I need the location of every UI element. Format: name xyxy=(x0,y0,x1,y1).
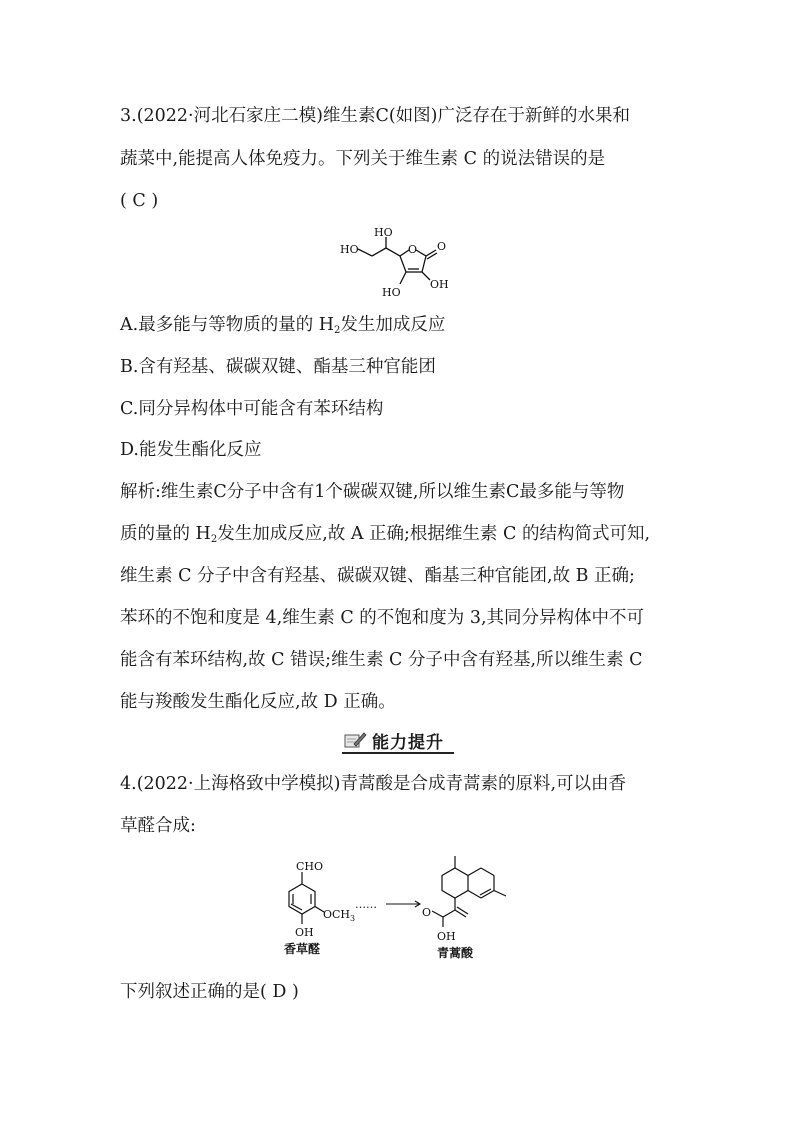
artemisinic-oh-label: OH xyxy=(437,930,456,943)
q3-explanation-line-5: 能含有苯环结构,故 C 错误;维生素 C 分子中含有羟基,所以维生素 C xyxy=(120,650,643,670)
q3-answer: ( C ) xyxy=(120,191,159,211)
artemisinic-o-label: O xyxy=(422,906,432,919)
vc-label-oh-right: OH xyxy=(430,278,449,291)
q3-option-d: D.能发生酯化反应 xyxy=(120,440,262,460)
vanillin-och3-label: $OCH_3$ xyxy=(323,908,356,923)
q3-option-a: A.最多能与等物质的量的 $H_2$发生加成反应 xyxy=(120,315,446,336)
section-title: 能力提升 xyxy=(372,732,444,753)
section-heading xyxy=(342,728,454,752)
vc-label-carbonyl-o: O xyxy=(437,240,447,253)
q3-stem-line-2: 蔬菜中,能提高人体免疫力。下列关于维生素 C 的说法错误的是 xyxy=(120,149,606,169)
q3-explanation-line-1: 解析:维生素C分子中含有1个碳碳双键,所以维生素C最多能与等物 xyxy=(120,482,625,502)
vc-label-ring-o: O xyxy=(408,243,418,256)
q4-stem-line-2: 草醛合成: xyxy=(120,816,196,836)
vitamin-c-structure xyxy=(330,220,470,305)
vc-label-ho-bottom: HO xyxy=(382,286,401,299)
q3-option-b: B.含有羟基、碳碳双键、酯基三种官能团 xyxy=(120,357,436,377)
q3-option-c: C.同分异构体中可能含有苯环结构 xyxy=(120,399,384,419)
q3-explanation-line-4: 苯环的不饱和度是 4,维生素 C 的不饱和度为 3,其同分异构体中不可 xyxy=(120,608,645,628)
section-underline xyxy=(342,752,454,754)
vc-label-ho-top: HO xyxy=(374,226,393,239)
q3-stem-line-1: 3.(2022·河北石家庄二模)维生素C(如图)广泛存在于新鲜的水果和 xyxy=(120,106,630,126)
artemisinic-name: 青蒿酸 xyxy=(437,946,474,960)
vanillin-cho-label: CHO xyxy=(296,860,324,873)
vc-label-ho-left: HO xyxy=(340,243,359,256)
q4-stem-line-1: 4.(2022·上海格致中学模拟)青蒿酸是合成青蒿素的原料,可以由香 xyxy=(120,774,627,794)
arrow-dots: …… xyxy=(355,898,377,911)
reaction-arrow xyxy=(386,901,420,907)
q4-prompt: 下列叙述正确的是( D ) xyxy=(120,982,299,1002)
synthesis-scheme xyxy=(262,850,532,968)
vanillin-oh-label: OH xyxy=(295,926,314,939)
q3-explanation-line-2: 质的量的 $H_2$发生加成反应,故 A 正确;根据维生素 C 的结构简式可知, xyxy=(120,524,651,545)
pencil-notebook-icon xyxy=(342,730,368,750)
q3-explanation-line-3: 维生素 C 分子中含有羟基、碳碳双键、酯基三种官能团,故 B 正确; xyxy=(120,566,635,586)
q3-explanation-line-6: 能与羧酸发生酯化反应,故 D 正确。 xyxy=(120,692,396,712)
vanillin-name: 香草醛 xyxy=(284,942,321,956)
